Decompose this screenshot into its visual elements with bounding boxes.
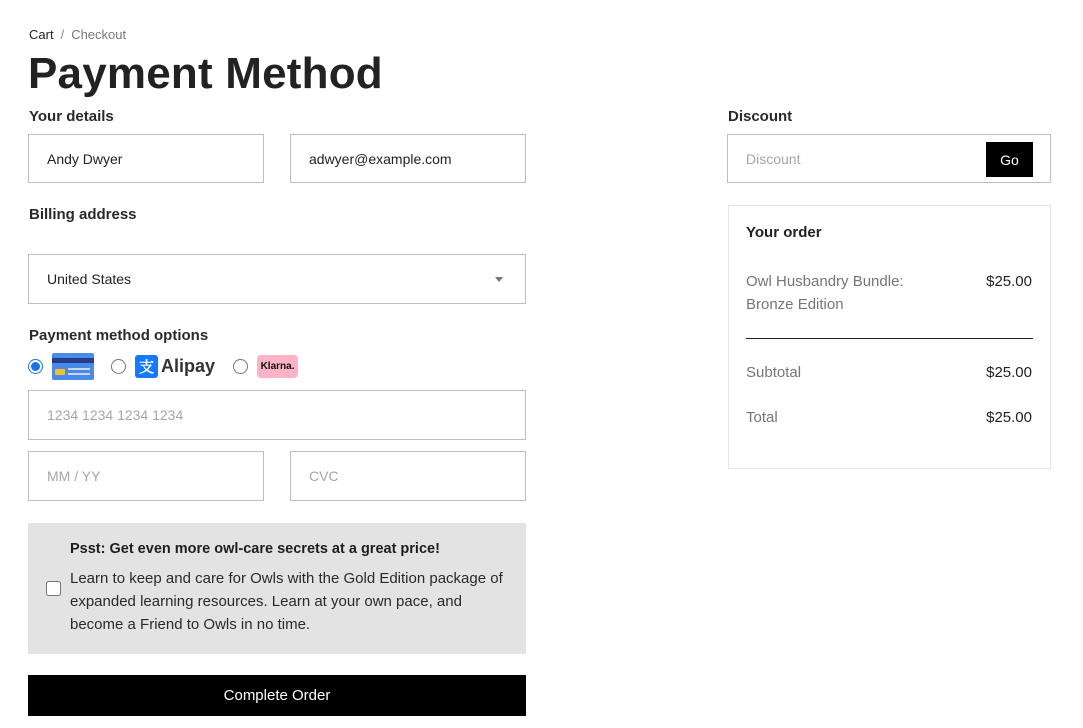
email-field[interactable]: [290, 134, 526, 183]
klarna-logo: [257, 355, 298, 378]
payment-options-label: Payment method options: [29, 327, 209, 344]
order-title: Your order: [746, 224, 822, 241]
klarna-radio[interactable]: [233, 359, 248, 374]
subtotal-value: $25.00: [986, 364, 1032, 381]
name-field[interactable]: [28, 134, 264, 183]
payment-method-options: [28, 352, 298, 380]
chevron-down-icon: [495, 277, 503, 282]
expiry-field[interactable]: [28, 451, 264, 501]
credit-card-icon: [52, 353, 94, 380]
alipay-logo: [135, 355, 215, 378]
breadcrumb-current: Checkout: [71, 27, 127, 42]
breadcrumb-separator: /: [60, 27, 65, 42]
order-item-name: Owl Husbandry Bundle: Bronze Edition: [746, 273, 904, 313]
breadcrumb: [29, 27, 126, 42]
klarna-label: Klarna.: [260, 360, 295, 372]
order-summary: [728, 205, 1051, 469]
upsell-title: Psst: Get even more owl-care secrets at a great price!: [70, 541, 440, 557]
card-number-field[interactable]: [28, 390, 526, 440]
breadcrumb-cart-link[interactable]: Cart: [29, 27, 54, 42]
complete-order-button[interactable]: Complete Order: [28, 675, 526, 716]
cvc-field[interactable]: [290, 451, 526, 501]
upsell-checkbox[interactable]: [46, 581, 61, 596]
alipay-radio[interactable]: [111, 359, 126, 374]
apply-discount-button[interactable]: Go: [986, 142, 1033, 177]
order-item-price: $25.00: [986, 273, 1032, 290]
country-select[interactable]: [28, 254, 526, 304]
page-title: Payment Method: [28, 49, 383, 98]
subtotal-label: Subtotal: [746, 364, 802, 381]
upsell-description: Learn to keep and care for Owls with the Gold Edition package of expanded learning resources. Learn at your own pace, and become a Friend to Owls in no time.: [70, 570, 503, 633]
upsell-box: [28, 523, 526, 654]
total-value: $25.00: [986, 409, 1032, 426]
total-label: Total: [746, 409, 778, 426]
card-radio[interactable]: [28, 359, 43, 374]
order-divider: [746, 338, 1033, 339]
svg-text:支: 支: [138, 357, 155, 376]
details-label: Your details: [29, 108, 114, 125]
discount-label: Discount: [728, 108, 793, 125]
billing-label: Billing address: [29, 206, 137, 223]
alipay-label: Alipay: [161, 355, 216, 376]
country-select-value: United States: [47, 271, 132, 287]
